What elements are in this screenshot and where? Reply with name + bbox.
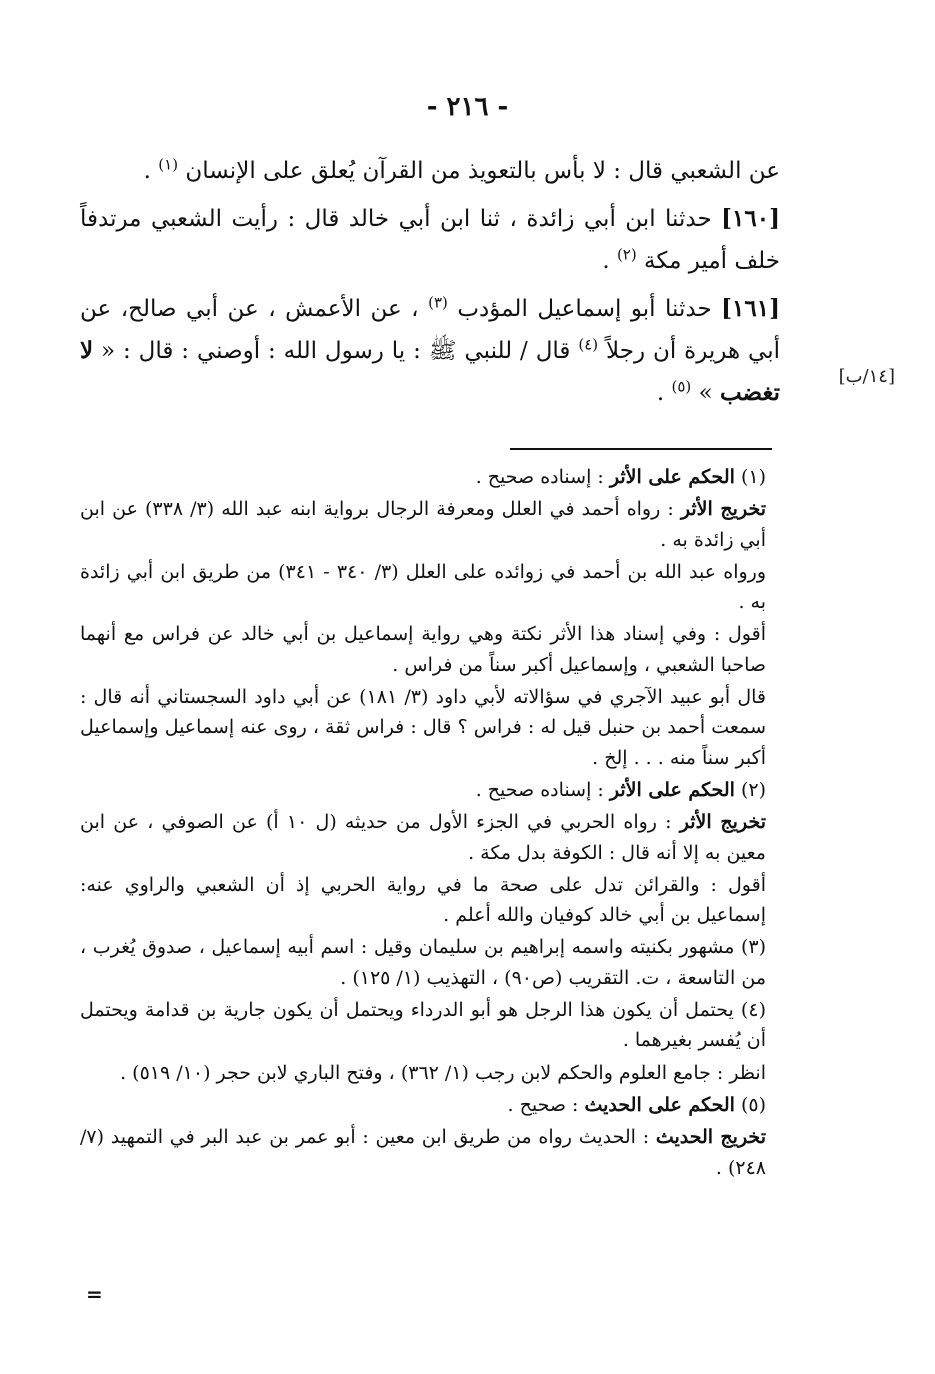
- footnote-1: [80, 462, 766, 773]
- footnote-ref-5: (٥): [671, 377, 692, 396]
- paragraph-160-text: حدثنا ابن أبي زائدة ، ثنا ابن أبي خالد قال : رأيت الشعبي مرتدفاً خلف أمير مكة: [80, 206, 780, 274]
- footnote-4-text: (٤) يحتمل أن يكون هذا الرجل هو أبو الدرداء ويحتمل أن يكون جارية بن قدامة ويحتمل أن يُفسر بغيرهما .: [80, 999, 766, 1052]
- footnote-ref-4: (٤): [578, 335, 599, 354]
- footnote-5-takhrij-text: : الحديث رواه من طريق ابن معين : أبو عمر بن عبد البر في التمهيد (٧/ ٢٤٨) .: [80, 1126, 766, 1179]
- paragraph-number-161: [١٦١]: [721, 295, 780, 322]
- footnote-2-text: : إسناده صحيح .: [475, 778, 610, 801]
- footnote-1-line-4: أقول : وفي إسناد هذا الأثر نكتة وهي رواية إسماعيل بن أبي خالد عن فراس مع أنهما صاحبا الشعبي ، وإسماعيل أكبر سناً من فراس .: [80, 623, 766, 676]
- footnote-3: [80, 932, 766, 993]
- footnote-1-text: : إسناده صحيح .: [475, 466, 610, 488]
- footnote-4-line-2: انظر : جامع العلوم والحكم لابن رجب (١/ ٣٦٢) ، وفتح الباري لابن حجر (١٠/ ٥١٩) .: [120, 1061, 766, 1084]
- footnote-5-number: (٥): [734, 1093, 766, 1116]
- footnote-2-number: (٢): [734, 778, 766, 801]
- main-text: [80, 150, 780, 420]
- footnote-4: [80, 995, 766, 1088]
- paragraph-161-text-d: »: [691, 380, 720, 406]
- hadith-quote: لا تغضب: [80, 337, 780, 406]
- footnote-5-takhrij-label: تخريج الحديث: [655, 1126, 766, 1149]
- footnote-5: [80, 1090, 766, 1183]
- paragraph-160: [80, 198, 780, 282]
- footnote-1-label: الحكم على الأثر: [609, 466, 735, 488]
- footnote-2: [80, 775, 766, 930]
- paragraph-1-text: عن الشعبي قال : لا بأس بالتعويذ من القرآن يُعلق على الإنسان: [185, 158, 780, 184]
- paragraph-161-text-b: ، عن الأعمش ، عن أبي صالح، عن أبي هريرة أن رجلاً: [80, 296, 780, 364]
- continuation-mark: =: [86, 1282, 103, 1306]
- footnote-ref-2: (٢): [616, 245, 637, 264]
- footnote-1-takhrij-text: : رواه أحمد في العلل ومعرفة الرجال برواية ابنه عبد الله (٣/ ٣٣٨) عن ابن أبي زائدة به .: [80, 498, 766, 551]
- footnote-2-line-3: أقول : والقرائن تدل على صحة ما في رواية الحربي إذ أن الشعبي والراوي عنه: إسماعيل بن أبي خالد كوفيان والله أعلم .: [80, 873, 766, 927]
- paragraph-160-end: .: [602, 248, 617, 274]
- paragraph-161-text-a: حدثنا أبو إسماعيل المؤدب: [447, 296, 722, 322]
- footnote-5-label: الحكم على الحديث: [584, 1093, 735, 1116]
- manuscript-folio-note: [١٤/ب]: [838, 366, 895, 387]
- paragraph-number-160: [١٦٠]: [721, 205, 780, 232]
- footnote-2-label: الحكم على الأثر: [609, 778, 735, 801]
- paragraph-1: [80, 150, 780, 192]
- footnote-1-takhrij-label: تخريج الأثر: [680, 498, 766, 521]
- footnote-5-text: : صحيح .: [507, 1093, 585, 1116]
- footnote-ref-1: (١): [158, 155, 179, 174]
- footnote-1-line-3: ورواه عبد الله بن أحمد في زوائده على العلل (٣/ ٣٤٠ - ٣٤١) من طريق ابن أبي زائدة به .: [80, 560, 766, 614]
- paragraph-161: [80, 288, 780, 414]
- footnote-separator: [510, 448, 772, 450]
- paragraph-161-text-c: قال / للنبي ﷺ : يا رسول الله : أوصني : قال : «: [93, 338, 579, 364]
- footnote-2-takhrij-label: تخريج الأثر: [679, 811, 766, 834]
- footnote-2-takhrij-text: : رواه الحربي في الجزء الأول من حديثه (ل ١٠ أ) عن الصوفي ، عن ابن معين به إلا أنه قال : الكوفة بدل مكة .: [80, 811, 766, 864]
- footnotes: [80, 462, 766, 1185]
- page-number: - ٢١٦ -: [426, 92, 509, 122]
- footnote-3-text: (٣) مشهور بكنيته واسمه إبراهيم بن سليمان وقيل : اسم أبيه إسماعيل ، صدوق يُغرب ، من التاسعة ، ت. التقريب (ص٩٠) ، التهذيب (١/ ١٢٥) .: [80, 936, 766, 989]
- paragraph-161-end: .: [656, 380, 672, 406]
- paragraph-1-end: .: [143, 158, 151, 184]
- footnote-ref-3: (٣): [428, 293, 448, 312]
- footnote-1-line-5: قال أبو عبيد الآجري في سؤالاته لأبي داود (٣/ ١٨١) عن أبي داود السجستاني أنه قال : سمعت أحمد بن حنبل قيل له : فراس ؟ قال : فراس ثقة ، روى عنه إسماعيل وإسماعيل أكبر سناً منه . . . إلخ .: [80, 686, 766, 769]
- footnote-1-number: (١): [734, 466, 766, 488]
